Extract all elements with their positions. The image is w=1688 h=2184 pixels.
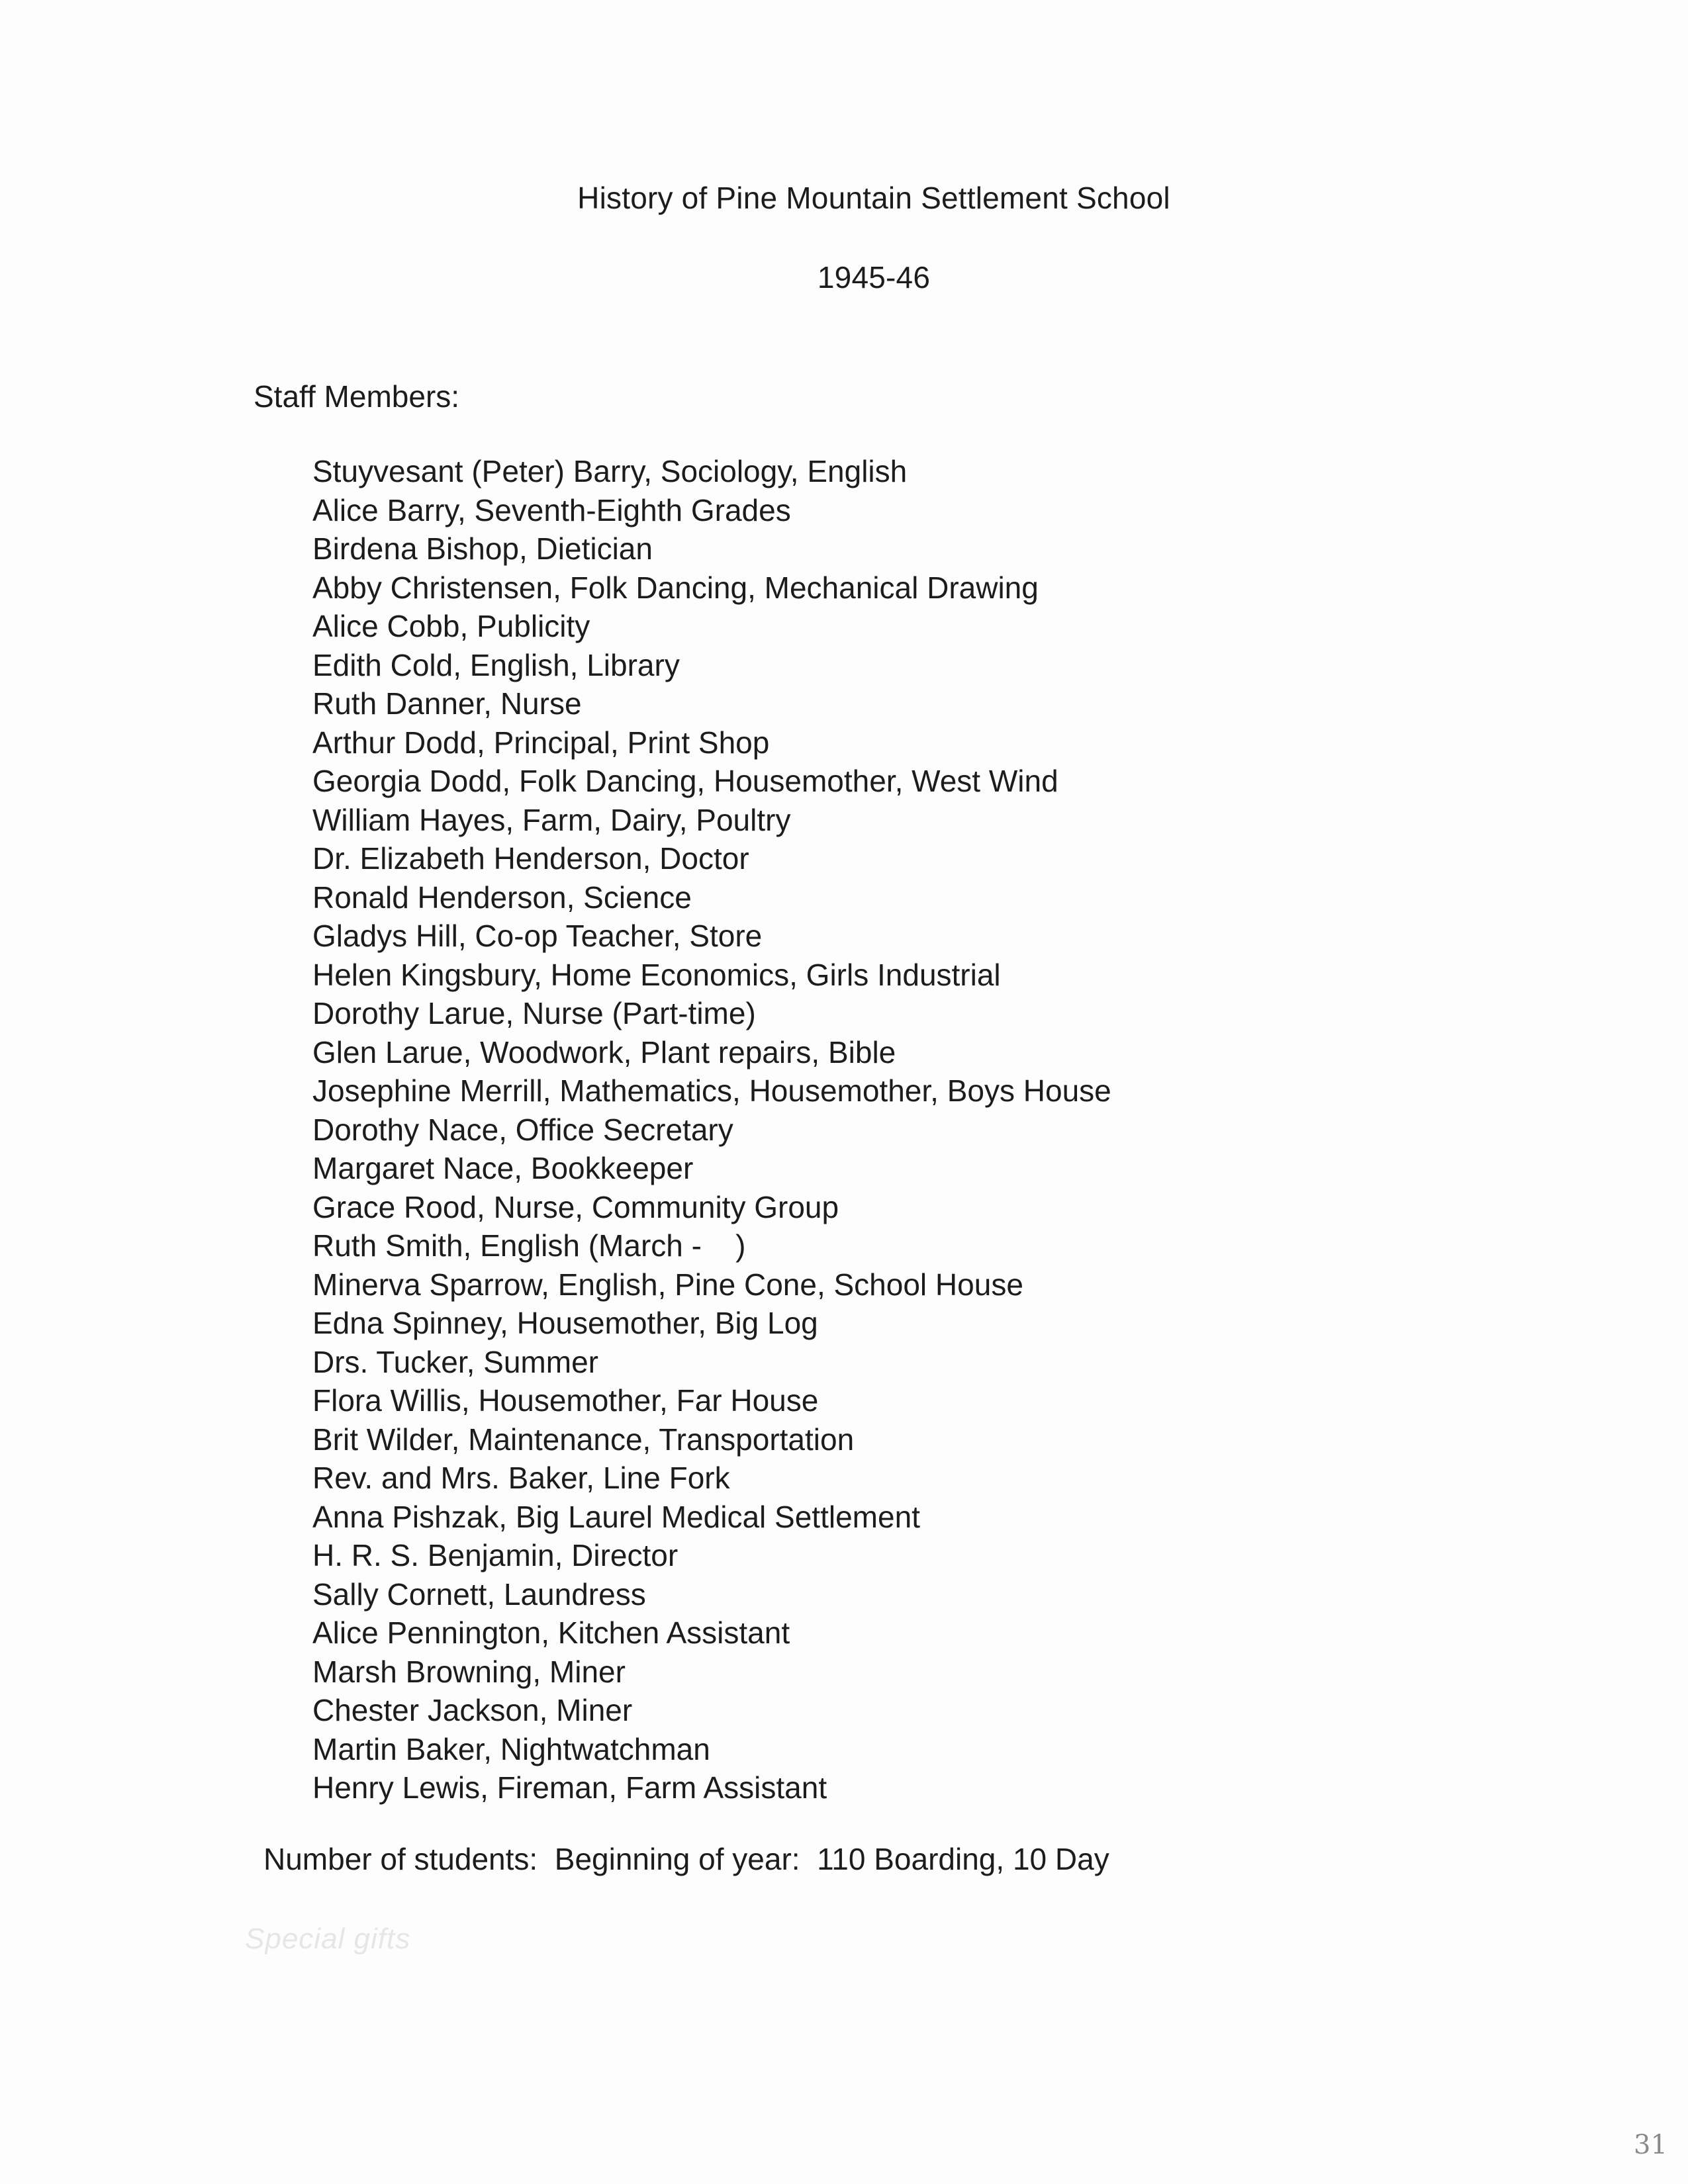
staff-member: Ruth Smith, English (March - ) — [312, 1228, 746, 1263]
staff-member: Dorothy Nace, Office Secretary — [312, 1112, 733, 1147]
staff-member: William Hayes, Farm, Dairy, Poultry — [312, 802, 791, 837]
staff-member: Martin Baker, Nightwatchman — [312, 1731, 710, 1766]
staff-member: Flora Willis, Housemother, Far House — [312, 1383, 819, 1418]
staff-member: Ruth Danner, Nurse — [312, 686, 582, 721]
staff-member: Dorothy Larue, Nurse (Part-time) — [312, 996, 756, 1030]
students-count-line: Number of students: Beginning of year: 110 Boarding, 10 Day — [263, 1842, 1109, 1876]
staff-member: Stuyvesant (Peter) Barry, Sociology, English — [312, 454, 908, 488]
staff-member: Ronald Henderson, Science — [312, 880, 692, 915]
staff-member: Georgia Dodd, Folk Dancing, Housemother, West Wind — [312, 764, 1058, 798]
staff-member: Glen Larue, Woodwork, Plant repairs, Bible — [312, 1034, 896, 1069]
page-number: 31 — [1634, 2130, 1667, 2160]
staff-member: Alice Pennington, Kitchen Assistant — [312, 1615, 790, 1650]
staff-member: Helen Kingsbury, Home Economics, Girls Industrial — [312, 957, 1001, 992]
staff-member: Alice Barry, Seventh-Eighth Grades — [312, 492, 791, 527]
staff-member: Abby Christensen, Folk Dancing, Mechanical Drawing — [312, 570, 1039, 605]
staff-member: Sally Cornett, Laundress — [312, 1576, 646, 1612]
faint-stamp-text: Special gifts — [245, 1923, 411, 1955]
staff-member: Henry Lewis, Fireman, Farm Assistant — [312, 1770, 827, 1805]
staff-member: Birdena Bishop, Dietician — [312, 531, 653, 566]
staff-member: Chester Jackson, Miner — [312, 1693, 633, 1727]
staff-member: Grace Rood, Nurse, Community Group — [312, 1189, 839, 1224]
document-year: 1945-46 — [817, 260, 931, 295]
document-title: History of Pine Mountain Settlement School — [577, 181, 1170, 215]
staff-member: Margaret Nace, Bookkeeper — [312, 1151, 694, 1185]
staff-member: H. R. S. Benjamin, Director — [312, 1538, 679, 1572]
staff-member: Dr. Elizabeth Henderson, Doctor — [312, 841, 749, 876]
staff-member: Minerva Sparrow, English, Pine Cone, School House — [312, 1267, 1023, 1302]
staff-member: Marsh Browning, Miner — [312, 1654, 626, 1689]
staff-member: Edith Cold, English, Library — [312, 647, 680, 682]
staff-member: Drs. Tucker, Summer — [312, 1344, 598, 1379]
staff-list — [312, 452, 1111, 1807]
staff-member: Anna Pishzak, Big Laurel Medical Settlement — [312, 1499, 920, 1534]
staff-member: Alice Cobb, Publicity — [312, 609, 590, 643]
staff-member: Josephine Merrill, Mathematics, Housemother, Boys House — [312, 1073, 1111, 1108]
staff-heading: Staff Members: — [254, 379, 460, 414]
staff-member: Gladys Hill, Co-op Teacher, Store — [312, 919, 763, 953]
staff-member: Edna Spinney, Housemother, Big Log — [312, 1306, 818, 1340]
staff-member: Rev. and Mrs. Baker, Line Fork — [312, 1461, 730, 1495]
staff-member: Brit Wilder, Maintenance, Transportation — [312, 1422, 855, 1457]
staff-member: Arthur Dodd, Principal, Print Shop — [312, 725, 770, 760]
